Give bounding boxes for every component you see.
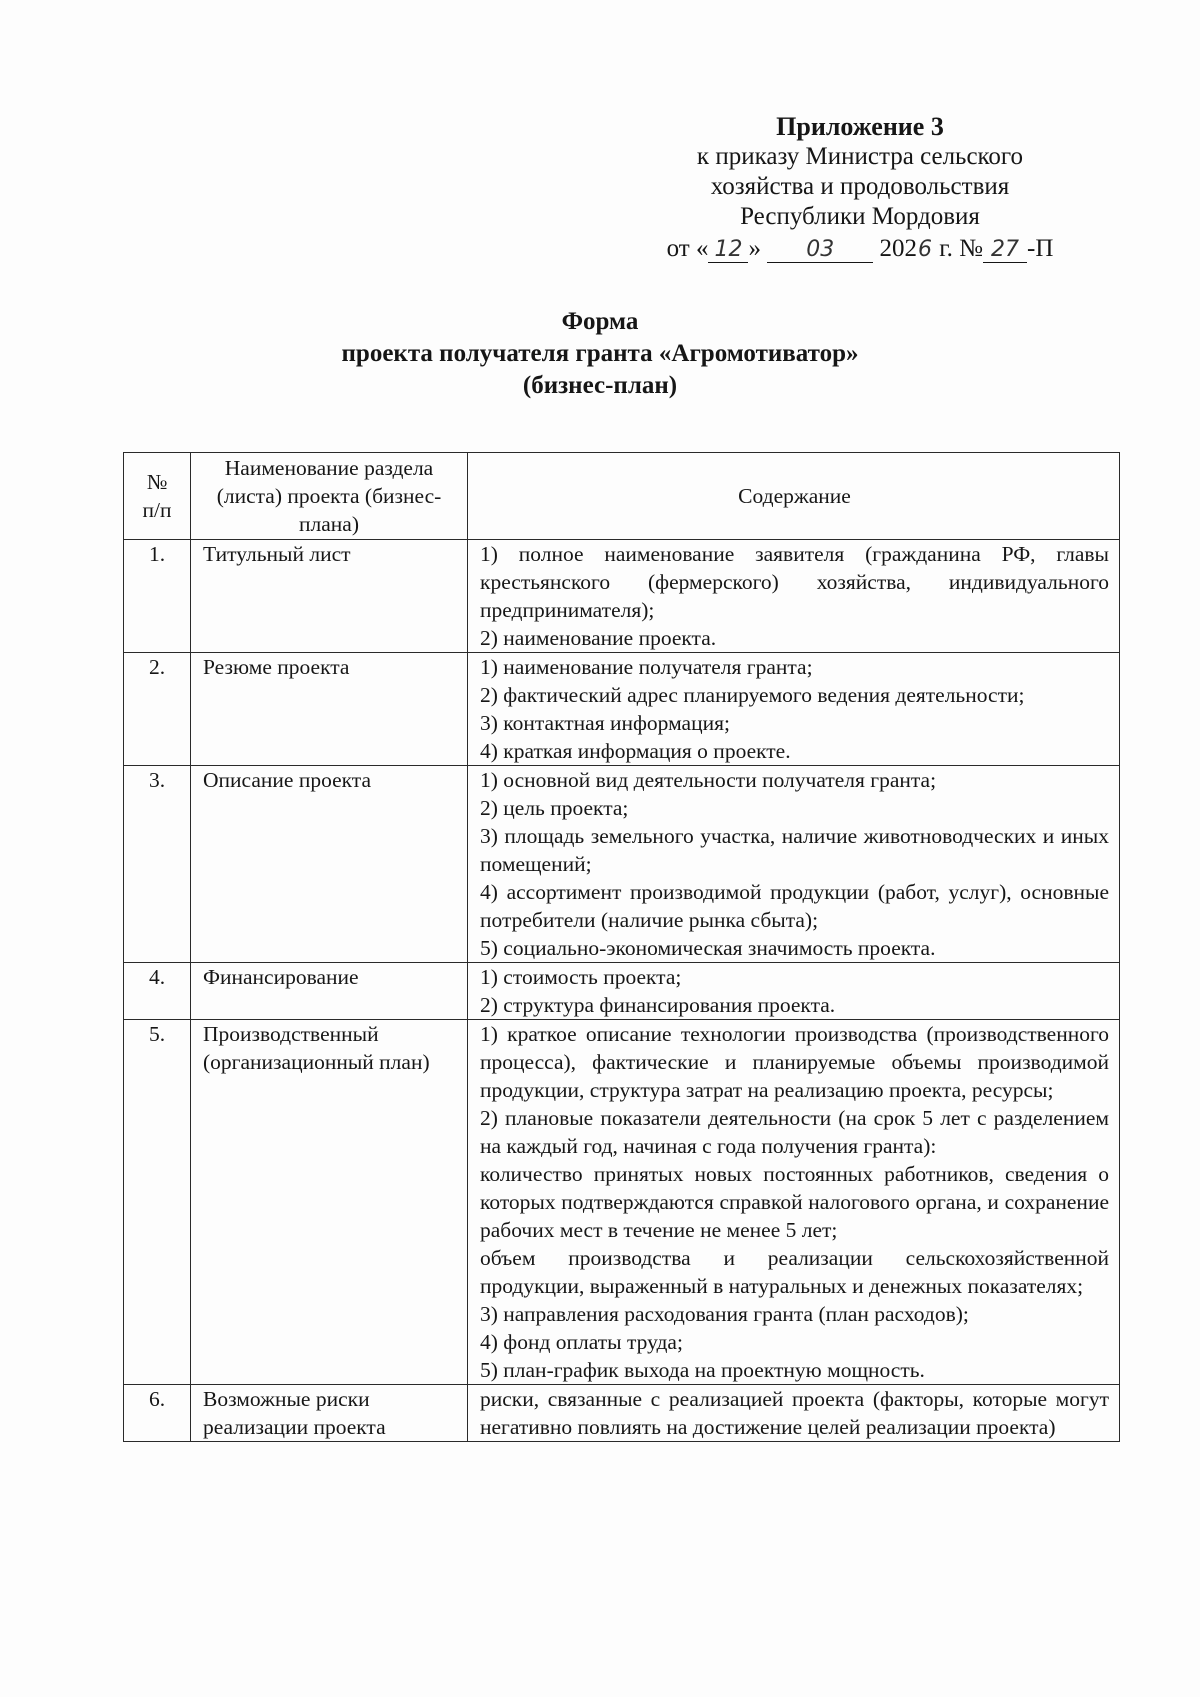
order-suffix: -П bbox=[1027, 235, 1054, 262]
form-title-line-1: Форма bbox=[561, 308, 639, 335]
form-title bbox=[0, 306, 1200, 402]
table-row bbox=[124, 540, 1120, 653]
table-row bbox=[124, 766, 1120, 963]
content-line: 1) основной вид деятельности получателя гранта; bbox=[480, 768, 937, 792]
header-number bbox=[124, 453, 191, 540]
row-content bbox=[468, 766, 1120, 963]
content-line: 5) план-график выхода на проектную мощность. bbox=[480, 1358, 925, 1382]
business-plan-table bbox=[123, 452, 1120, 1442]
year-suffix: 6 bbox=[917, 237, 932, 262]
content-line: 1) полное наименование заявителя (гражданина РФ, главы крестьянского (фермерского) хозяйства, индивидуального предпринимателя); bbox=[480, 542, 1109, 622]
table-row bbox=[124, 1385, 1120, 1442]
content-line: 1) стоимость проекта; bbox=[480, 965, 682, 989]
content-line: 2) структура финансирования проекта. bbox=[480, 993, 836, 1017]
header-number-line-1: № bbox=[146, 470, 168, 494]
row-section-name: Резюме проекта bbox=[191, 653, 468, 766]
content-line: 3) площадь земельного участка, наличие животноводческих и иных помещений; bbox=[480, 824, 1109, 876]
year-prefix: 202 bbox=[879, 235, 917, 262]
row-content bbox=[468, 963, 1120, 1020]
appendix-title: Приложение 3 bbox=[776, 112, 944, 141]
row-section-name: Описание проекта bbox=[191, 766, 468, 963]
table-row bbox=[124, 653, 1120, 766]
row-number: 5. bbox=[124, 1020, 191, 1385]
header-content: Содержание bbox=[468, 453, 1120, 540]
appendix-header bbox=[640, 112, 1080, 264]
content-line: объем производства и реализации сельскохозяйственной продукции, выраженный в натуральных и денежных показателях; bbox=[480, 1246, 1109, 1298]
appendix-line-2: хозяйства и продовольствия bbox=[710, 173, 1010, 200]
row-content bbox=[468, 1385, 1120, 1442]
row-number: 3. bbox=[124, 766, 191, 963]
content-line: риски, связанные с реализацией проекта (факторы, которые могут негативно повлиять на достижение целей реализации проекта) bbox=[480, 1387, 1109, 1439]
row-section-name: Титульный лист bbox=[191, 540, 468, 653]
header-number-line-2: п/п bbox=[142, 498, 172, 522]
content-line: 2) фактический адрес планируемого ведения деятельности; bbox=[480, 683, 1025, 707]
date-month: 03 bbox=[767, 238, 873, 263]
table-header-row bbox=[124, 453, 1120, 540]
row-number: 6. bbox=[124, 1385, 191, 1442]
appendix-line-1: к приказу Министра сельского bbox=[696, 143, 1024, 170]
date-day: 12 bbox=[708, 238, 748, 263]
form-title-line-2: проекта получателя гранта «Агромотиватор» bbox=[341, 340, 859, 367]
row-section-name: Возможные риски реализации проекта bbox=[191, 1385, 468, 1442]
content-line: 4) ассортимент производимой продукции (работ, услуг), основные потребители (наличие рынка сбыта); bbox=[480, 880, 1109, 932]
content-line: 3) контактная информация; bbox=[480, 711, 730, 735]
order-date-line bbox=[640, 234, 1080, 264]
content-line: 5) социально-экономическая значимость проекта. bbox=[480, 936, 936, 960]
content-line: 2) цель проекта; bbox=[480, 796, 629, 820]
row-section-name: Производственный (организационный план) bbox=[191, 1020, 468, 1385]
form-title-line-3: (бизнес-план) bbox=[522, 372, 678, 399]
row-content bbox=[468, 653, 1120, 766]
row-number: 1. bbox=[124, 540, 191, 653]
header-section-name: Наименование раздела (листа) проекта (бизнес-плана) bbox=[191, 453, 468, 540]
content-line: 2) плановые показатели деятельности (на срок 5 лет с разделением на каждый год, начиная с года получения гранта): bbox=[480, 1106, 1109, 1158]
content-line: 2) наименование проекта. bbox=[480, 626, 717, 650]
row-section-name: Финансирование bbox=[191, 963, 468, 1020]
table-row bbox=[124, 1020, 1120, 1385]
date-prefix: от « bbox=[666, 235, 709, 262]
content-line: 1) краткое описание технологии производства (производственного процесса), фактические и планируемые объемы производимой продукции, структура затрат на реализацию проекта, ресурсы; bbox=[480, 1022, 1109, 1102]
content-line: количество принятых новых постоянных работников, сведения о которых подтверждаются справкой налогового органа, и сохранение рабочих мест в течение не менее 5 лет; bbox=[480, 1162, 1109, 1242]
content-line: 4) краткая информация о проекте. bbox=[480, 739, 791, 763]
year-text: г. № bbox=[939, 235, 983, 262]
content-line: 3) направления расходования гранта (план расходов); bbox=[480, 1302, 969, 1326]
date-mid: » bbox=[748, 235, 761, 262]
row-content bbox=[468, 1020, 1120, 1385]
row-number: 4. bbox=[124, 963, 191, 1020]
content-line: 1) наименование получателя гранта; bbox=[480, 655, 813, 679]
content-line: 4) фонд оплаты труда; bbox=[480, 1330, 683, 1354]
row-content bbox=[468, 540, 1120, 653]
order-number: 27 bbox=[983, 238, 1027, 263]
table-body bbox=[124, 540, 1120, 1442]
row-number: 2. bbox=[124, 653, 191, 766]
appendix-line-3: Республики Мордовия bbox=[740, 203, 980, 230]
table-row bbox=[124, 963, 1120, 1020]
